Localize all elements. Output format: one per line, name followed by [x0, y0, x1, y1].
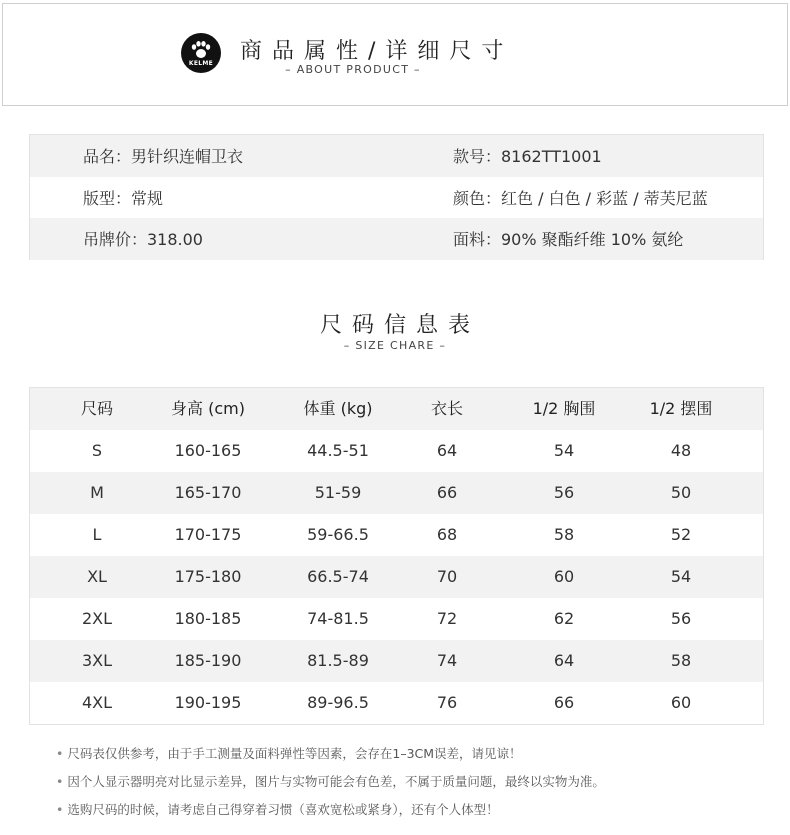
table-cell: 4XL: [81, 693, 113, 712]
table-cell: 59-66.5: [307, 525, 369, 544]
table-cell: 51-59: [314, 483, 362, 502]
table-cell: 81.5-89: [307, 651, 369, 670]
attribute-row: [30, 177, 763, 219]
table-cell: M: [90, 483, 104, 502]
size-chart-subtitle: – SIZE CHARE –: [343, 339, 447, 352]
table-cell: 70: [436, 567, 458, 586]
page-subtitle: – ABOUT PRODUCT –: [285, 63, 421, 76]
table-cell: 66.5-74: [307, 567, 369, 586]
size-table: [29, 387, 764, 725]
table-cell: 170-175: [174, 525, 242, 544]
note-text: 因个人显示器明亮对比显示差异，图片与实物可能会有色差，不属于质量问题，最终以实物为准。: [67, 774, 605, 789]
table-cell: 60: [553, 567, 575, 586]
table-cell: 54: [670, 567, 692, 586]
table-cell: 175-180: [174, 567, 242, 586]
size-chart-title: 尺码信息表: [319, 313, 480, 338]
table-cell: 60: [670, 693, 692, 712]
column-header: 1/2 摆围: [649, 399, 713, 418]
table-cell: 62: [553, 609, 575, 628]
attribute-row: [30, 218, 763, 260]
table-cell: 165-170: [174, 483, 242, 502]
table-cell: 190-195: [174, 693, 242, 712]
table-cell: 44.5-51: [307, 441, 369, 460]
table-cell: 180-185: [174, 609, 242, 628]
table-cell: 48: [670, 441, 692, 460]
table-cell: 56: [553, 483, 575, 502]
attribute-fabric: 面料：90% 聚酯纤维 10% 氨纶: [453, 230, 684, 250]
table-cell: 50: [670, 483, 692, 502]
column-header: 体重 (kg): [303, 399, 373, 418]
attribute-row: [30, 135, 763, 177]
column-header: 身高 (cm): [171, 399, 245, 418]
table-row: [30, 682, 763, 724]
table-cell: 54: [553, 441, 575, 460]
column-header: 衣长: [430, 399, 463, 418]
table-row: [30, 514, 763, 556]
table-cell: 76: [436, 693, 458, 712]
attribute-code: 款号：8162TT1001: [453, 147, 602, 167]
attribute-price: 吊牌价：318.00: [83, 230, 203, 250]
table-row: [30, 556, 763, 598]
table-cell: 52: [670, 525, 692, 544]
attribute-table: [29, 134, 764, 260]
column-header: 尺码: [80, 399, 113, 418]
table-cell: 3XL: [81, 651, 113, 670]
attribute-colors: 颜色：红色 / 白色 / 彩蓝 / 蒂芙尼蓝: [453, 188, 708, 208]
table-row: [30, 472, 763, 514]
table-row: [30, 598, 763, 640]
table-cell: 160-165: [174, 441, 242, 460]
note-item: [56, 801, 605, 829]
attribute-name: 品名：男针织连帽卫衣: [83, 147, 244, 167]
table-cell: 56: [670, 609, 692, 628]
table-cell: 66: [553, 693, 575, 712]
table-cell: 68: [436, 525, 458, 544]
note-text: 选购尺码的时候，请考虑自己得穿着习惯（喜欢宽松或紧身），还有个人体型！: [67, 802, 499, 817]
brand-name: KELME: [188, 60, 214, 67]
table-cell: 2XL: [81, 609, 113, 628]
table-row: [30, 640, 763, 682]
paw-icon: [191, 41, 211, 59]
table-cell: 58: [553, 525, 575, 544]
note-item: [56, 773, 605, 801]
bullet-icon: •: [56, 746, 64, 761]
table-cell: 89-96.5: [307, 693, 369, 712]
table-header-row: [30, 388, 763, 430]
bullet-icon: •: [56, 774, 64, 789]
table-row: [30, 430, 763, 472]
note-text: 尺码表仅供参考，由于手工测量及面料弹性等因素，会存在1–3CM误差，请见谅！: [67, 746, 522, 761]
table-cell: 72: [436, 609, 458, 628]
table-cell: 64: [553, 651, 575, 670]
note-item: [56, 745, 605, 773]
table-cell: 58: [670, 651, 692, 670]
table-cell: 66: [436, 483, 458, 502]
notes-list: [56, 745, 605, 829]
table-cell: 185-190: [174, 651, 242, 670]
table-cell: L: [92, 525, 102, 544]
table-cell: 74-81.5: [307, 609, 369, 628]
table-cell: S: [91, 441, 103, 460]
attribute-fit: 版型：常规: [83, 188, 164, 208]
column-header: 1/2 胸围: [532, 399, 596, 418]
page-title: 商品属性/详细尺寸: [240, 39, 514, 64]
table-cell: XL: [87, 567, 107, 586]
table-cell: 64: [436, 441, 458, 460]
table-cell: 74: [436, 651, 458, 670]
kelme-logo: [181, 33, 221, 73]
bullet-icon: •: [56, 802, 64, 817]
